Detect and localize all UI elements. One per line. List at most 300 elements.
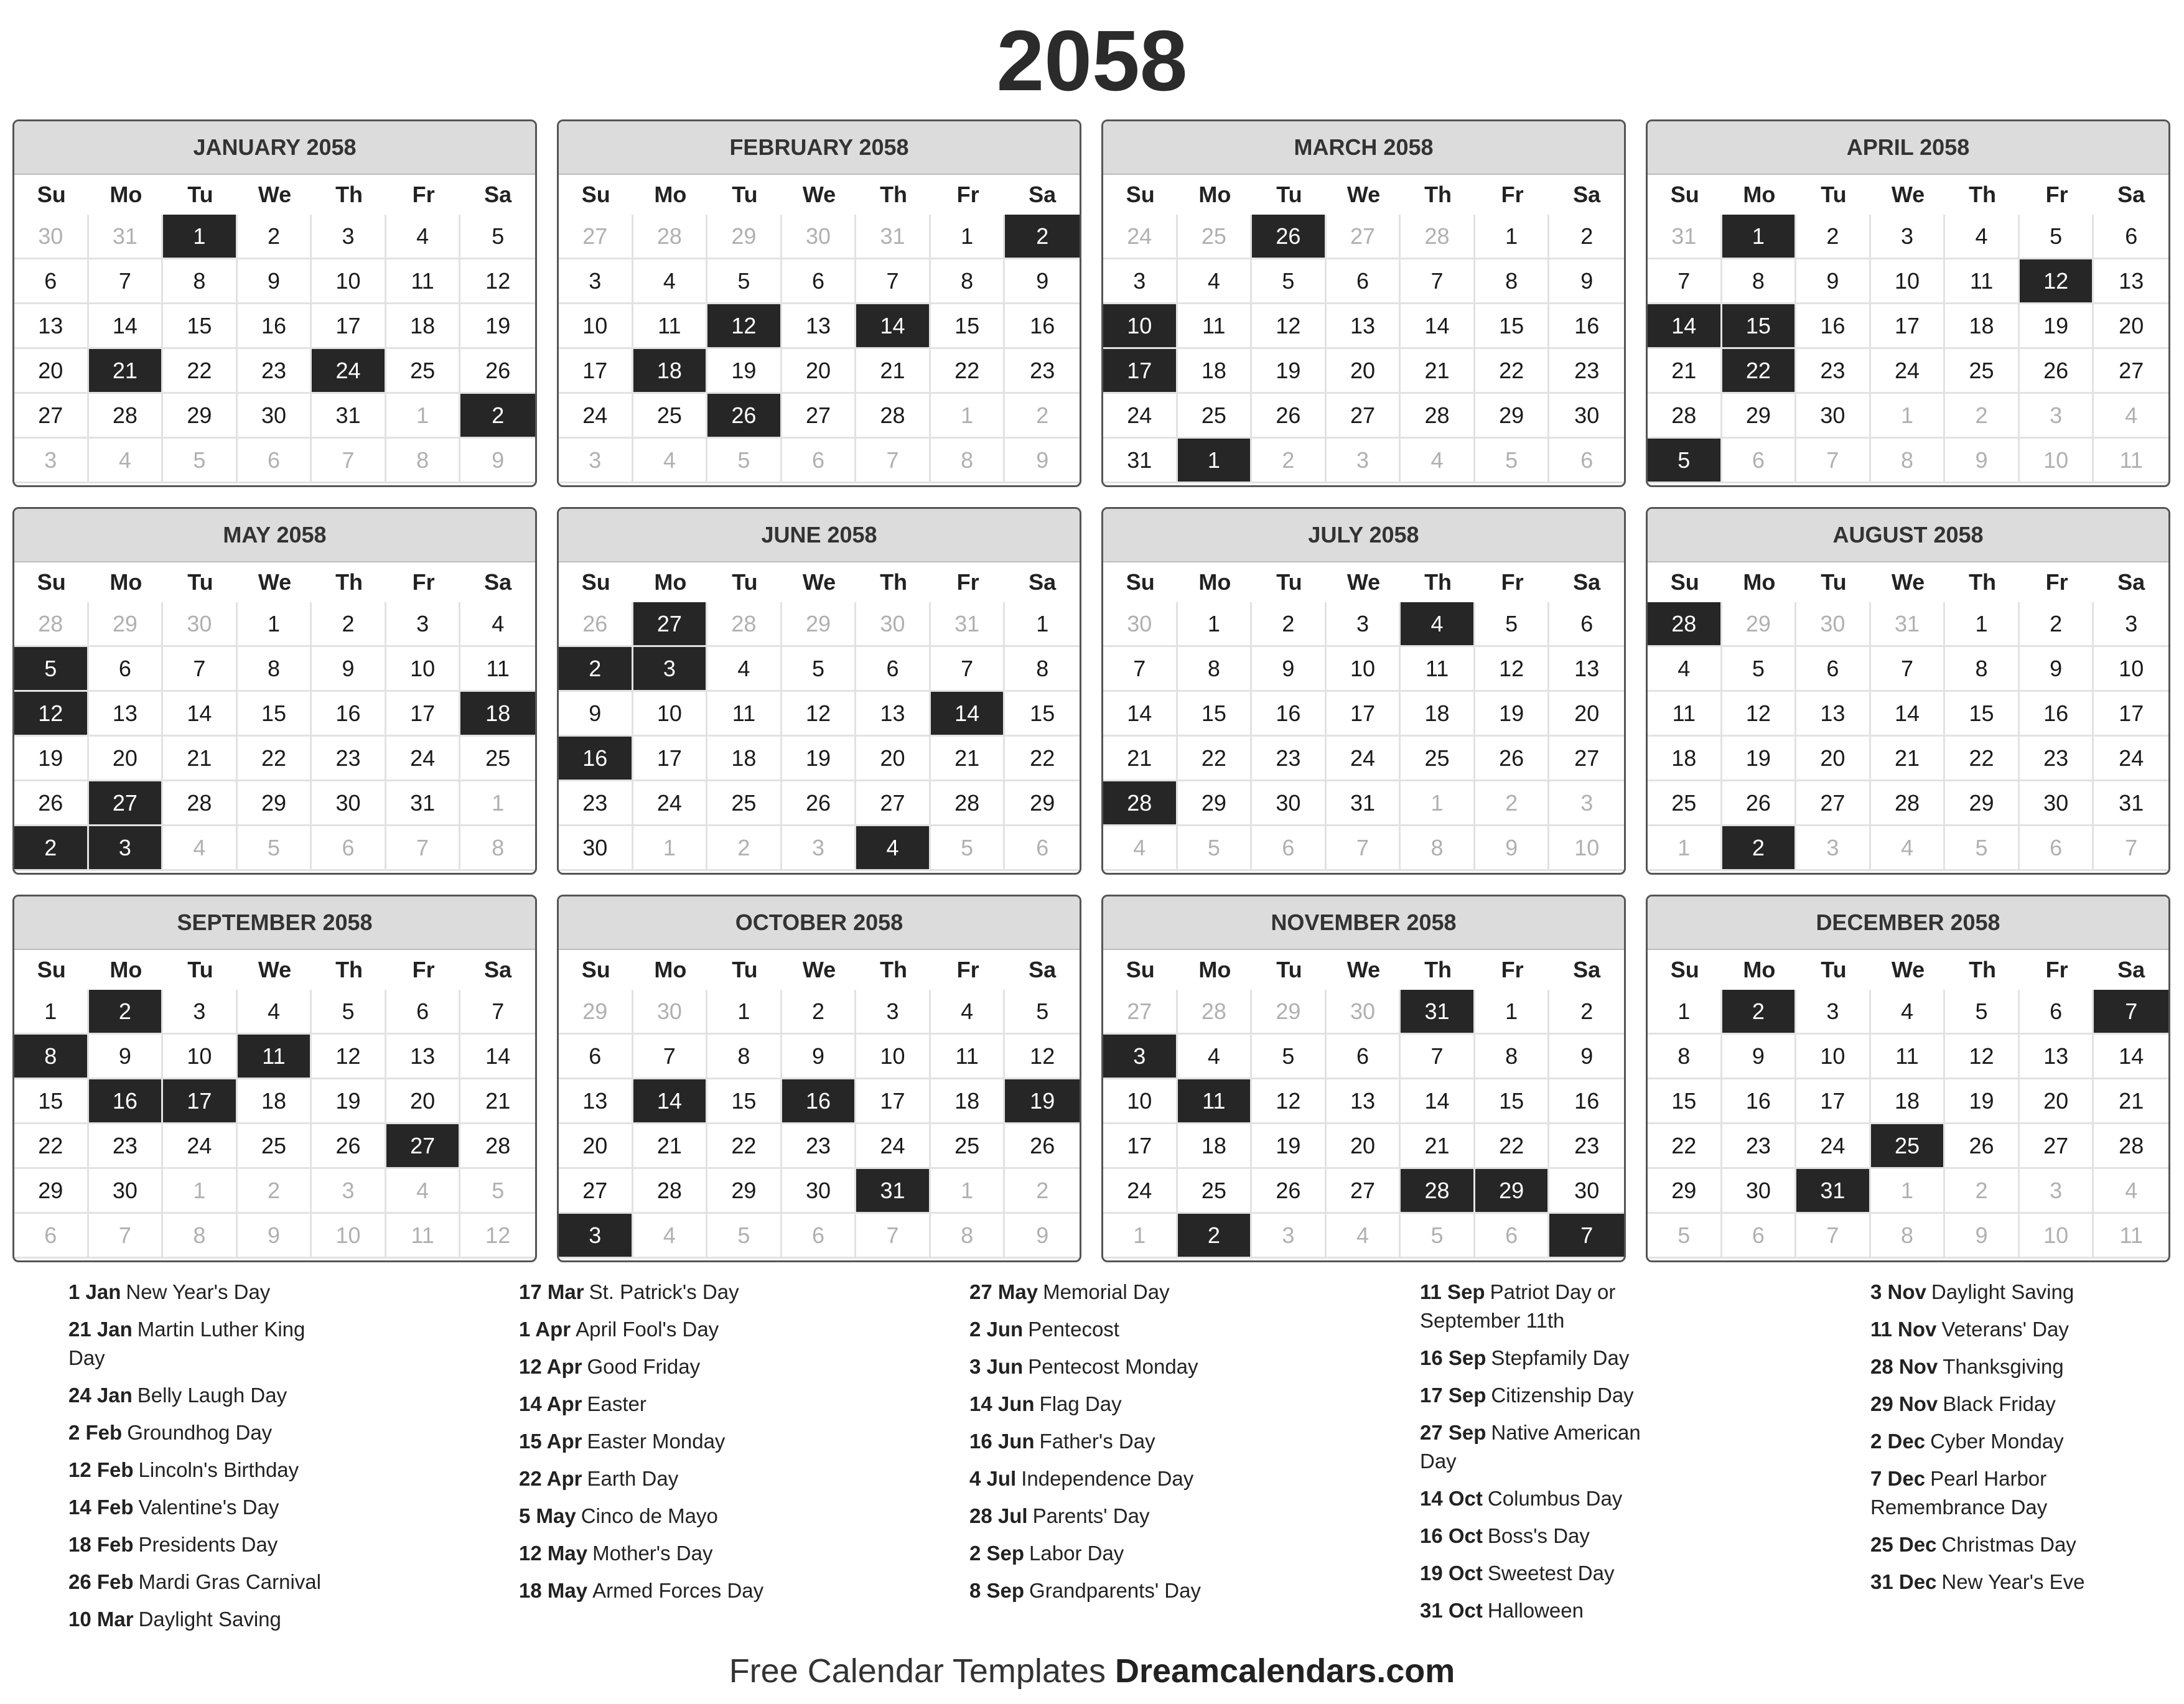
day-cell[interactable]: 22 — [1648, 1124, 1722, 1169]
day-cell[interactable]: 31 — [89, 215, 164, 259]
day-cell[interactable]: 6 — [1549, 602, 1624, 647]
day-cell[interactable]: 6 — [386, 990, 461, 1035]
day-cell[interactable]: 25 — [1178, 1169, 1253, 1214]
day-cell[interactable]: 17 — [633, 737, 708, 781]
day-cell[interactable]: 7 — [312, 439, 386, 483]
day-cell[interactable]: 14 — [1401, 304, 1475, 349]
day-cell[interactable]: 11 — [460, 647, 535, 692]
day-cell[interactable]: 12 — [1005, 1035, 1080, 1079]
day-cell[interactable]: 6 — [782, 439, 857, 483]
day-cell[interactable]: 21 — [856, 349, 931, 394]
day-cell[interactable]: 9 — [312, 647, 386, 692]
day-cell[interactable]: 30 — [312, 781, 386, 826]
day-cell[interactable]: 15 — [1648, 1079, 1722, 1124]
holiday-day-cell[interactable]: 14 — [931, 692, 1006, 737]
day-cell[interactable]: 22 — [707, 1124, 782, 1169]
holiday-day-cell[interactable]: 31 — [1796, 1169, 1871, 1214]
day-cell[interactable]: 4 — [1103, 826, 1178, 871]
day-cell[interactable]: 16 — [1796, 304, 1871, 349]
day-cell[interactable]: 25 — [633, 394, 708, 439]
day-cell[interactable]: 20 — [14, 349, 89, 394]
day-cell[interactable]: 8 — [1475, 259, 1550, 304]
day-cell[interactable]: 4 — [238, 990, 312, 1035]
day-cell[interactable]: 22 — [1178, 737, 1253, 781]
day-cell[interactable]: 30 — [89, 1169, 164, 1214]
holiday-day-cell[interactable]: 16 — [559, 737, 633, 781]
day-cell[interactable]: 19 — [1252, 1124, 1327, 1169]
day-cell[interactable]: 20 — [856, 737, 931, 781]
holiday-day-cell[interactable]: 14 — [856, 304, 931, 349]
day-cell[interactable]: 28 — [1648, 394, 1722, 439]
day-cell[interactable]: 26 — [559, 602, 633, 647]
holiday-day-cell[interactable]: 31 — [1401, 990, 1475, 1035]
day-cell[interactable]: 25 — [1178, 215, 1253, 259]
day-cell[interactable]: 20 — [559, 1124, 633, 1169]
day-cell[interactable]: 8 — [238, 647, 312, 692]
day-cell[interactable]: 26 — [14, 781, 89, 826]
day-cell[interactable]: 19 — [1475, 692, 1550, 737]
day-cell[interactable]: 12 — [782, 692, 857, 737]
day-cell[interactable]: 23 — [1005, 349, 1080, 394]
day-cell[interactable]: 11 — [1648, 692, 1722, 737]
holiday-day-cell[interactable]: 7 — [2094, 990, 2168, 1035]
day-cell[interactable]: 8 — [1178, 647, 1253, 692]
day-cell[interactable]: 2 — [1945, 394, 2020, 439]
day-cell[interactable]: 10 — [1103, 1079, 1178, 1124]
day-cell[interactable]: 25 — [1401, 737, 1475, 781]
day-cell[interactable]: 1 — [1648, 990, 1722, 1035]
day-cell[interactable]: 14 — [89, 304, 164, 349]
day-cell[interactable]: 9 — [782, 1035, 857, 1079]
day-cell[interactable]: 29 — [1722, 602, 1797, 647]
day-cell[interactable]: 6 — [14, 1214, 89, 1259]
day-cell[interactable]: 27 — [559, 1169, 633, 1214]
day-cell[interactable]: 4 — [1871, 990, 1946, 1035]
day-cell[interactable]: 3 — [2020, 1169, 2094, 1214]
holiday-day-cell[interactable]: 2 — [460, 394, 535, 439]
day-cell[interactable]: 23 — [238, 349, 312, 394]
day-cell[interactable]: 23 — [1796, 349, 1871, 394]
day-cell[interactable]: 7 — [89, 1214, 164, 1259]
day-cell[interactable]: 11 — [1178, 304, 1253, 349]
day-cell[interactable]: 9 — [1005, 1214, 1080, 1259]
day-cell[interactable]: 14 — [460, 1035, 535, 1079]
day-cell[interactable]: 20 — [1327, 349, 1401, 394]
day-cell[interactable]: 30 — [1327, 990, 1401, 1035]
day-cell[interactable]: 9 — [460, 439, 535, 483]
holiday-day-cell[interactable]: 3 — [1103, 1035, 1178, 1079]
day-cell[interactable]: 5 — [931, 826, 1006, 871]
holiday-day-cell[interactable]: 2 — [559, 647, 633, 692]
day-cell[interactable]: 9 — [559, 692, 633, 737]
holiday-day-cell[interactable]: 3 — [559, 1214, 633, 1259]
day-cell[interactable]: 16 — [1549, 304, 1624, 349]
day-cell[interactable]: 5 — [460, 215, 535, 259]
day-cell[interactable]: 12 — [1945, 1035, 2020, 1079]
day-cell[interactable]: 19 — [2020, 304, 2094, 349]
day-cell[interactable]: 24 — [2094, 737, 2168, 781]
day-cell[interactable]: 4 — [1648, 647, 1722, 692]
day-cell[interactable]: 30 — [1796, 602, 1871, 647]
day-cell[interactable]: 30 — [1722, 1169, 1797, 1214]
day-cell[interactable]: 24 — [633, 781, 708, 826]
day-cell[interactable]: 31 — [1871, 602, 1946, 647]
holiday-day-cell[interactable]: 16 — [782, 1079, 857, 1124]
day-cell[interactable]: 27 — [1327, 394, 1401, 439]
day-cell[interactable]: 1 — [931, 394, 1006, 439]
day-cell[interactable]: 1 — [931, 215, 1006, 259]
day-cell[interactable]: 13 — [14, 304, 89, 349]
day-cell[interactable]: 19 — [1722, 737, 1797, 781]
day-cell[interactable]: 6 — [2094, 215, 2168, 259]
day-cell[interactable]: 26 — [460, 349, 535, 394]
day-cell[interactable]: 15 — [14, 1079, 89, 1124]
day-cell[interactable]: 3 — [1327, 602, 1401, 647]
holiday-day-cell[interactable]: 11 — [1178, 1079, 1253, 1124]
day-cell[interactable]: 6 — [782, 1214, 857, 1259]
day-cell[interactable]: 1 — [163, 1169, 238, 1214]
day-cell[interactable]: 25 — [1945, 349, 2020, 394]
holiday-day-cell[interactable]: 2 — [1722, 826, 1797, 871]
day-cell[interactable]: 10 — [312, 1214, 386, 1259]
holiday-day-cell[interactable]: 1 — [163, 215, 238, 259]
day-cell[interactable]: 19 — [1945, 1079, 2020, 1124]
day-cell[interactable]: 16 — [1005, 304, 1080, 349]
holiday-day-cell[interactable]: 26 — [1252, 215, 1327, 259]
day-cell[interactable]: 8 — [931, 1214, 1006, 1259]
day-cell[interactable]: 15 — [1475, 1079, 1550, 1124]
day-cell[interactable]: 3 — [312, 215, 386, 259]
day-cell[interactable]: 31 — [1103, 439, 1178, 483]
day-cell[interactable]: 11 — [1401, 647, 1475, 692]
holiday-day-cell[interactable]: 25 — [1871, 1124, 1946, 1169]
day-cell[interactable]: 8 — [163, 1214, 238, 1259]
day-cell[interactable]: 23 — [1722, 1124, 1797, 1169]
day-cell[interactable]: 22 — [14, 1124, 89, 1169]
day-cell[interactable]: 15 — [707, 1079, 782, 1124]
holiday-day-cell[interactable]: 12 — [2020, 259, 2094, 304]
day-cell[interactable]: 26 — [312, 1124, 386, 1169]
day-cell[interactable]: 17 — [856, 1079, 931, 1124]
day-cell[interactable]: 8 — [1871, 1214, 1946, 1259]
day-cell[interactable]: 13 — [1549, 647, 1624, 692]
day-cell[interactable]: 6 — [559, 1035, 633, 1079]
day-cell[interactable]: 20 — [386, 1079, 461, 1124]
day-cell[interactable]: 12 — [1252, 304, 1327, 349]
day-cell[interactable]: 9 — [1796, 259, 1871, 304]
day-cell[interactable]: 3 — [312, 1169, 386, 1214]
day-cell[interactable]: 28 — [1401, 394, 1475, 439]
day-cell[interactable]: 6 — [1722, 1214, 1797, 1259]
day-cell[interactable]: 27 — [1549, 737, 1624, 781]
holiday-day-cell[interactable]: 16 — [89, 1079, 164, 1124]
day-cell[interactable]: 7 — [856, 1214, 931, 1259]
day-cell[interactable]: 7 — [2094, 826, 2168, 871]
day-cell[interactable]: 14 — [163, 692, 238, 737]
day-cell[interactable]: 28 — [460, 1124, 535, 1169]
day-cell[interactable]: 26 — [1005, 1124, 1080, 1169]
day-cell[interactable]: 1 — [1945, 602, 2020, 647]
day-cell[interactable]: 30 — [1796, 394, 1871, 439]
holiday-day-cell[interactable]: 28 — [1103, 781, 1178, 826]
day-cell[interactable]: 10 — [559, 304, 633, 349]
day-cell[interactable]: 27 — [1796, 781, 1871, 826]
day-cell[interactable]: 2 — [238, 1169, 312, 1214]
day-cell[interactable]: 31 — [1648, 215, 1722, 259]
holiday-day-cell[interactable]: 8 — [14, 1035, 89, 1079]
day-cell[interactable]: 2 — [1549, 215, 1624, 259]
day-cell[interactable]: 12 — [1475, 647, 1550, 692]
day-cell[interactable]: 10 — [386, 647, 461, 692]
day-cell[interactable]: 7 — [386, 826, 461, 871]
day-cell[interactable]: 6 — [2020, 990, 2094, 1035]
day-cell[interactable]: 27 — [1327, 1169, 1401, 1214]
day-cell[interactable]: 5 — [1475, 602, 1550, 647]
day-cell[interactable]: 28 — [1401, 215, 1475, 259]
day-cell[interactable]: 10 — [2020, 1214, 2094, 1259]
day-cell[interactable]: 17 — [1796, 1079, 1871, 1124]
day-cell[interactable]: 24 — [559, 394, 633, 439]
day-cell[interactable]: 7 — [633, 1035, 708, 1079]
day-cell[interactable]: 25 — [238, 1124, 312, 1169]
day-cell[interactable]: 29 — [89, 602, 164, 647]
day-cell[interactable]: 28 — [633, 215, 708, 259]
day-cell[interactable]: 31 — [1327, 781, 1401, 826]
day-cell[interactable]: 27 — [14, 394, 89, 439]
holiday-day-cell[interactable]: 27 — [89, 781, 164, 826]
day-cell[interactable]: 11 — [386, 259, 461, 304]
day-cell[interactable]: 2 — [1005, 394, 1080, 439]
holiday-day-cell[interactable]: 4 — [856, 826, 931, 871]
day-cell[interactable]: 7 — [163, 647, 238, 692]
day-cell[interactable]: 12 — [460, 1214, 535, 1259]
day-cell[interactable]: 10 — [633, 692, 708, 737]
day-cell[interactable]: 23 — [89, 1124, 164, 1169]
day-cell[interactable]: 17 — [559, 349, 633, 394]
day-cell[interactable]: 2 — [1252, 602, 1327, 647]
day-cell[interactable]: 8 — [1475, 1035, 1550, 1079]
day-cell[interactable]: 13 — [1327, 1079, 1401, 1124]
day-cell[interactable]: 1 — [460, 781, 535, 826]
day-cell[interactable]: 8 — [1871, 439, 1946, 483]
day-cell[interactable]: 31 — [856, 215, 931, 259]
day-cell[interactable]: 5 — [1005, 990, 1080, 1035]
day-cell[interactable]: 1 — [1005, 602, 1080, 647]
day-cell[interactable]: 3 — [782, 826, 857, 871]
day-cell[interactable]: 5 — [707, 1214, 782, 1259]
day-cell[interactable]: 7 — [931, 647, 1006, 692]
day-cell[interactable]: 28 — [14, 602, 89, 647]
day-cell[interactable]: 26 — [1252, 394, 1327, 439]
day-cell[interactable]: 17 — [1327, 692, 1401, 737]
day-cell[interactable]: 19 — [1252, 349, 1327, 394]
day-cell[interactable]: 30 — [2020, 781, 2094, 826]
day-cell[interactable]: 13 — [386, 1035, 461, 1079]
day-cell[interactable]: 8 — [386, 439, 461, 483]
day-cell[interactable]: 29 — [238, 781, 312, 826]
day-cell[interactable]: 13 — [856, 692, 931, 737]
day-cell[interactable]: 4 — [1178, 259, 1253, 304]
day-cell[interactable]: 28 — [707, 602, 782, 647]
day-cell[interactable]: 31 — [931, 602, 1006, 647]
day-cell[interactable]: 4 — [633, 259, 708, 304]
day-cell[interactable]: 15 — [1945, 692, 2020, 737]
day-cell[interactable]: 5 — [163, 439, 238, 483]
day-cell[interactable]: 15 — [1005, 692, 1080, 737]
holiday-day-cell[interactable]: 18 — [633, 349, 708, 394]
day-cell[interactable]: 2 — [1796, 215, 1871, 259]
day-cell[interactable]: 28 — [856, 394, 931, 439]
day-cell[interactable]: 24 — [163, 1124, 238, 1169]
day-cell[interactable]: 21 — [1871, 737, 1946, 781]
day-cell[interactable]: 3 — [163, 990, 238, 1035]
day-cell[interactable]: 6 — [89, 647, 164, 692]
day-cell[interactable]: 9 — [1475, 826, 1550, 871]
day-cell[interactable]: 28 — [1178, 990, 1253, 1035]
day-cell[interactable]: 6 — [312, 826, 386, 871]
day-cell[interactable]: 12 — [312, 1035, 386, 1079]
day-cell[interactable]: 22 — [931, 349, 1006, 394]
day-cell[interactable]: 16 — [312, 692, 386, 737]
day-cell[interactable]: 6 — [14, 259, 89, 304]
day-cell[interactable]: 22 — [238, 737, 312, 781]
day-cell[interactable]: 3 — [1796, 826, 1871, 871]
day-cell[interactable]: 30 — [633, 990, 708, 1035]
day-cell[interactable]: 31 — [2094, 781, 2168, 826]
day-cell[interactable]: 30 — [856, 602, 931, 647]
day-cell[interactable]: 5 — [707, 259, 782, 304]
day-cell[interactable]: 28 — [2094, 1124, 2168, 1169]
holiday-day-cell[interactable]: 17 — [1103, 349, 1178, 394]
day-cell[interactable]: 6 — [782, 259, 857, 304]
day-cell[interactable]: 30 — [14, 215, 89, 259]
day-cell[interactable]: 26 — [1722, 781, 1797, 826]
holiday-day-cell[interactable]: 2 — [1005, 215, 1080, 259]
day-cell[interactable]: 30 — [1103, 602, 1178, 647]
day-cell[interactable]: 10 — [2020, 439, 2094, 483]
day-cell[interactable]: 14 — [2094, 1035, 2168, 1079]
day-cell[interactable]: 14 — [1103, 692, 1178, 737]
holiday-day-cell[interactable]: 1 — [1178, 439, 1253, 483]
day-cell[interactable]: 6 — [1327, 259, 1401, 304]
day-cell[interactable]: 8 — [1005, 647, 1080, 692]
day-cell[interactable]: 16 — [1252, 692, 1327, 737]
day-cell[interactable]: 3 — [1252, 1214, 1327, 1259]
day-cell[interactable]: 13 — [1796, 692, 1871, 737]
day-cell[interactable]: 27 — [2094, 349, 2168, 394]
day-cell[interactable]: 9 — [1945, 1214, 2020, 1259]
day-cell[interactable]: 29 — [1648, 1169, 1722, 1214]
day-cell[interactable]: 25 — [931, 1124, 1006, 1169]
day-cell[interactable]: 19 — [707, 349, 782, 394]
day-cell[interactable]: 24 — [1103, 215, 1178, 259]
day-cell[interactable]: 7 — [1871, 647, 1946, 692]
day-cell[interactable]: 15 — [931, 304, 1006, 349]
day-cell[interactable]: 2 — [1945, 1169, 2020, 1214]
day-cell[interactable]: 7 — [1103, 647, 1178, 692]
day-cell[interactable]: 7 — [1327, 826, 1401, 871]
day-cell[interactable]: 13 — [89, 692, 164, 737]
day-cell[interactable]: 5 — [312, 990, 386, 1035]
day-cell[interactable]: 20 — [1549, 692, 1624, 737]
day-cell[interactable]: 20 — [2094, 304, 2168, 349]
day-cell[interactable]: 11 — [707, 692, 782, 737]
day-cell[interactable]: 7 — [856, 439, 931, 483]
day-cell[interactable]: 29 — [14, 1169, 89, 1214]
day-cell[interactable]: 13 — [559, 1079, 633, 1124]
holiday-day-cell[interactable]: 3 — [89, 826, 164, 871]
holiday-day-cell[interactable]: 10 — [1103, 304, 1178, 349]
holiday-day-cell[interactable]: 31 — [856, 1169, 931, 1214]
day-cell[interactable]: 10 — [312, 259, 386, 304]
holiday-day-cell[interactable]: 12 — [707, 304, 782, 349]
day-cell[interactable]: 31 — [386, 781, 461, 826]
day-cell[interactable]: 4 — [931, 990, 1006, 1035]
holiday-day-cell[interactable]: 3 — [633, 647, 708, 692]
day-cell[interactable]: 21 — [931, 737, 1006, 781]
day-cell[interactable]: 5 — [1945, 826, 2020, 871]
day-cell[interactable]: 18 — [1945, 304, 2020, 349]
day-cell[interactable]: 17 — [386, 692, 461, 737]
day-cell[interactable]: 26 — [2020, 349, 2094, 394]
day-cell[interactable]: 18 — [238, 1079, 312, 1124]
day-cell[interactable]: 18 — [1871, 1079, 1946, 1124]
day-cell[interactable]: 18 — [1648, 737, 1722, 781]
day-cell[interactable]: 26 — [1475, 737, 1550, 781]
day-cell[interactable]: 6 — [2020, 826, 2094, 871]
day-cell[interactable]: 6 — [856, 647, 931, 692]
day-cell[interactable]: 7 — [460, 990, 535, 1035]
day-cell[interactable]: 20 — [782, 349, 857, 394]
day-cell[interactable]: 27 — [856, 781, 931, 826]
day-cell[interactable]: 24 — [1796, 1124, 1871, 1169]
day-cell[interactable]: 22 — [163, 349, 238, 394]
day-cell[interactable]: 12 — [460, 259, 535, 304]
day-cell[interactable]: 7 — [1401, 259, 1475, 304]
day-cell[interactable]: 18 — [707, 737, 782, 781]
day-cell[interactable]: 14 — [1871, 692, 1946, 737]
day-cell[interactable]: 18 — [1178, 1124, 1253, 1169]
day-cell[interactable]: 3 — [1796, 990, 1871, 1035]
day-cell[interactable]: 11 — [2094, 1214, 2168, 1259]
day-cell[interactable]: 8 — [163, 259, 238, 304]
day-cell[interactable]: 18 — [1401, 692, 1475, 737]
day-cell[interactable]: 29 — [707, 215, 782, 259]
day-cell[interactable]: 4 — [633, 439, 708, 483]
day-cell[interactable]: 6 — [1327, 1035, 1401, 1079]
day-cell[interactable]: 29 — [1252, 990, 1327, 1035]
day-cell[interactable]: 13 — [2020, 1035, 2094, 1079]
day-cell[interactable]: 9 — [89, 1035, 164, 1079]
day-cell[interactable]: 3 — [386, 602, 461, 647]
day-cell[interactable]: 4 — [2094, 1169, 2168, 1214]
day-cell[interactable]: 1 — [14, 990, 89, 1035]
day-cell[interactable]: 10 — [856, 1035, 931, 1079]
day-cell[interactable]: 28 — [89, 394, 164, 439]
day-cell[interactable]: 6 — [1252, 826, 1327, 871]
day-cell[interactable]: 30 — [163, 602, 238, 647]
day-cell[interactable]: 29 — [1475, 394, 1550, 439]
day-cell[interactable]: 5 — [1178, 826, 1253, 871]
day-cell[interactable]: 26 — [1945, 1124, 2020, 1169]
day-cell[interactable]: 7 — [1648, 259, 1722, 304]
day-cell[interactable]: 7 — [856, 259, 931, 304]
day-cell[interactable]: 10 — [1327, 647, 1401, 692]
day-cell[interactable]: 1 — [931, 1169, 1006, 1214]
day-cell[interactable]: 21 — [1401, 1124, 1475, 1169]
day-cell[interactable]: 26 — [1252, 1169, 1327, 1214]
day-cell[interactable]: 20 — [89, 737, 164, 781]
